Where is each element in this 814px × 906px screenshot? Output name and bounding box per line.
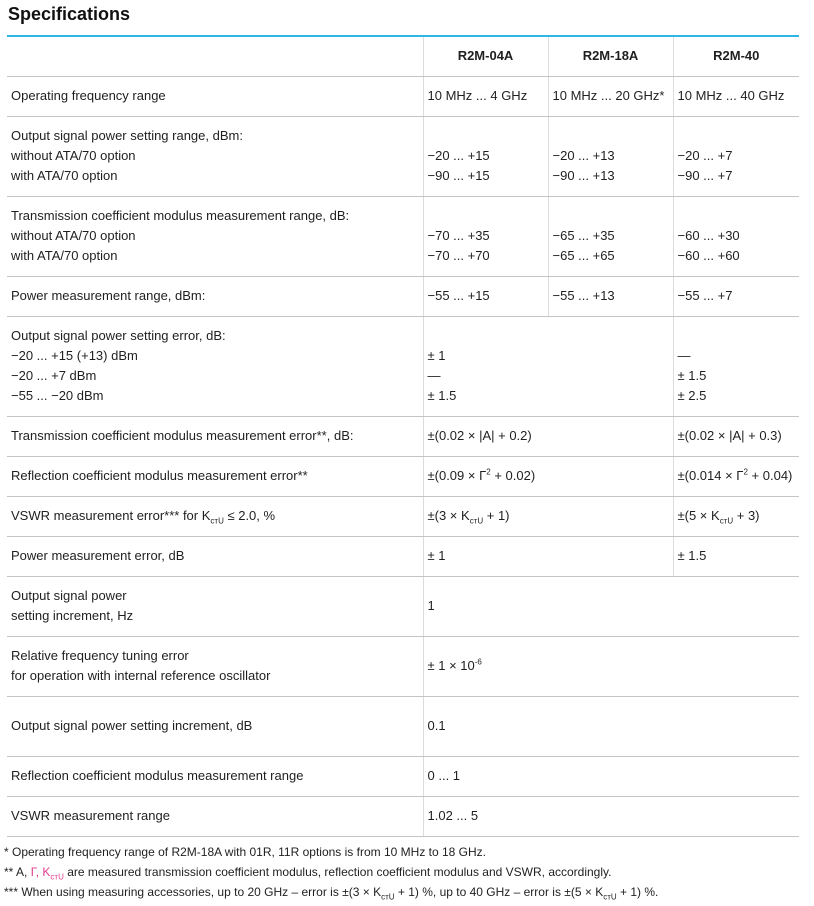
cell-value: ± 1.5	[427, 388, 457, 403]
cell-value: −20 ... +13	[552, 148, 615, 163]
table-row	[7, 316, 799, 416]
table-row	[7, 496, 799, 536]
cell-r2m-04a-18a: $\pm(0.09 \times \Gamma^2 + 0.02)$	[423, 456, 673, 496]
table-row	[7, 636, 799, 696]
row-label-line: Output signal power setting range, dBm:	[11, 128, 243, 143]
table-row	[7, 416, 799, 456]
cell-value: −90 ... +15	[427, 168, 490, 183]
row-label-line: Output signal power setting error, dB:	[11, 328, 226, 343]
row-label-line: with ATA/70 option	[11, 168, 118, 183]
row-label: Reflection coefficient modulus measurement error**	[7, 456, 423, 496]
table-row	[7, 756, 799, 796]
cell-value: −70 ... +70	[427, 248, 490, 263]
table-row	[7, 196, 799, 276]
table-row	[7, 536, 799, 576]
cell-r2m-04a: 10 MHz ... 4 GHz	[423, 76, 548, 116]
footnote-1: * Operating frequency range of R2M-18A with 01R, 11R options is from 10 MHz to 18 GHz.	[4, 845, 487, 859]
row-label-line: for operation with internal reference oscillator	[11, 668, 271, 683]
specifications-table	[7, 37, 799, 837]
row-label-line: without ATA/70 option	[11, 148, 136, 163]
row-label: VSWR measurement range	[7, 796, 423, 836]
cell-r2m-40: $\pm(0.014 \times \Gamma^2 + 0.04)$	[673, 456, 799, 496]
table-row	[7, 76, 799, 116]
row-label: Reflection coefficient modulus measurement range	[7, 756, 423, 796]
row-label-line: −20 ... +7 dBm	[11, 368, 97, 383]
table-header-row	[7, 37, 799, 76]
cell-r2m-04a: −55 ... +15	[423, 276, 548, 316]
table-row	[7, 696, 799, 756]
page-title: Specifications	[8, 4, 131, 24]
cell-r2m-40: ± 1.5	[673, 536, 799, 576]
cell-r2m-40: −55 ... +7	[673, 276, 799, 316]
row-label-line: Relative frequency tuning error	[11, 648, 189, 663]
row-label-line: setting increment, Hz	[11, 608, 134, 623]
row-label: Power measurement range, dBm:	[7, 276, 423, 316]
cell-r2m-18a: 10 MHz ... 20 GHz*	[548, 76, 673, 116]
cell-r2m-04a	[423, 196, 548, 276]
cell-r2m-40: 10 MHz ... 40 GHz	[673, 76, 799, 116]
footnote-2: ** A, Г, $K_{стU}$ are measured transmission coefficient modulus, reflection coefficient modulus and VSWR, accordingly.	[4, 865, 612, 882]
column-header-r2m-18a: R2M-18A	[548, 37, 673, 76]
cell-r2m-40	[673, 116, 799, 196]
table-row	[7, 576, 799, 636]
cell-all-models: 1	[423, 576, 799, 636]
cell-r2m-18a	[548, 196, 673, 276]
table-row	[7, 456, 799, 496]
row-label-line: −20 ... +15 (+13) dBm	[11, 348, 138, 363]
row-label	[7, 636, 423, 696]
row-label-line: Output signal power	[11, 588, 127, 603]
cell-value: −60 ... +30	[677, 228, 740, 243]
cell-r2m-04a-18a: ±(0.02 × |A| + 0.2)	[423, 416, 673, 456]
table-row	[7, 276, 799, 316]
row-label	[7, 196, 423, 276]
row-label: Operating frequency range	[7, 76, 423, 116]
cell-value: −20 ... +7	[677, 148, 733, 163]
cell-value: −60 ... +60	[677, 248, 740, 263]
cell-value: ± 1	[427, 348, 446, 363]
cell-value: −65 ... +65	[552, 248, 615, 263]
cell-all-models: ± $1 \times 10^{-6}$	[423, 636, 799, 696]
row-label-line: −55 ... −20 dBm	[11, 388, 104, 403]
footnote-3: *** When using measuring accessories, up to 20 GHz – error is $\pm(3 \times K_{стU} + 1)$ %, up to 40 GHz – error is $\pm(5 \times K_{стU} + 1)$ %.	[4, 885, 659, 902]
row-label	[7, 316, 423, 416]
cell-r2m-04a-18a: $\pm(3 \times K_{стU} + 1)$	[423, 496, 673, 536]
cell-r2m-40: ±(0.02 × |A| + 0.3)	[673, 416, 799, 456]
cell-value: −90 ... +7	[677, 168, 733, 183]
cell-all-models: 1.02 ... 5	[423, 796, 799, 836]
column-header-r2m-40: R2M-40	[673, 37, 799, 76]
cell-r2m-04a	[423, 116, 548, 196]
row-label	[7, 576, 423, 636]
row-label: Output signal power setting increment, dB	[7, 696, 423, 756]
row-label	[7, 116, 423, 196]
cell-r2m-40	[673, 316, 799, 416]
cell-r2m-40: $\pm(5 \times K_{стU} + 3)$	[673, 496, 799, 536]
row-label-line: with ATA/70 option	[11, 248, 118, 263]
cell-r2m-18a	[548, 116, 673, 196]
cell-all-models: 0.1	[423, 696, 799, 756]
cell-value: −65 ... +35	[552, 228, 615, 243]
row-label-line: Transmission coefficient modulus measurement range, dB:	[11, 208, 350, 223]
cell-value: ± 2.5	[677, 388, 707, 403]
row-label: VSWR measurement error*** for $K_{стU} \le 2.0$, %	[7, 496, 423, 536]
cell-value: —	[427, 368, 441, 383]
cell-r2m-04a-18a: ± 1	[423, 536, 673, 576]
column-header-r2m-04a: R2M-04A	[423, 37, 548, 76]
table-row	[7, 796, 799, 836]
cell-value: −70 ... +35	[427, 228, 490, 243]
cell-value: ± 1.5	[677, 368, 707, 383]
row-label: Transmission coefficient modulus measurement error**, dB:	[7, 416, 423, 456]
cell-value: −20 ... +15	[427, 148, 490, 163]
row-label-line: without ATA/70 option	[11, 228, 136, 243]
cell-r2m-18a: −55 ... +13	[548, 276, 673, 316]
cell-value: −90 ... +13	[552, 168, 615, 183]
cell-r2m-04a-18a	[423, 316, 673, 416]
footnotes	[4, 842, 658, 902]
cell-r2m-40	[673, 196, 799, 276]
header-label-cell	[7, 37, 423, 76]
cell-all-models: 0 ... 1	[423, 756, 799, 796]
table-row	[7, 116, 799, 196]
cell-value: —	[677, 348, 691, 363]
row-label: Power measurement error, dB	[7, 536, 423, 576]
